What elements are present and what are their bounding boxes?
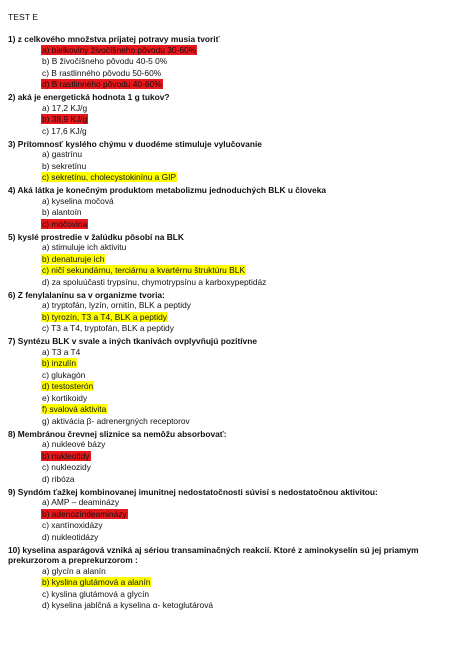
answer-text: a) glycín a alanín xyxy=(42,565,106,576)
answer-text: c) T3 a T4, tryptofán, BLK a peptidy xyxy=(42,323,174,333)
question-3: 3) Prítomnosť kyslého chýmu v duodéme stimuluje vylučovanie xyxy=(8,138,262,149)
question-1: 1) z celkového množstva prijatej potravy musia tvoriť xyxy=(8,34,220,44)
answer-text: g) aktivácia β- adrenergných receptorov xyxy=(42,415,190,426)
answer-option xyxy=(41,172,451,184)
answer-option xyxy=(41,416,451,428)
answer-option xyxy=(41,404,451,416)
answer-text: c) xantínoxidázy xyxy=(42,520,103,530)
answer-option xyxy=(41,323,451,335)
answer-option xyxy=(41,393,451,405)
answer-option xyxy=(41,439,451,451)
answer-text: b) nukleotidy xyxy=(42,450,90,461)
answer-option xyxy=(41,358,451,370)
answer-text: a) gastrínu xyxy=(42,149,83,159)
answer-text: b) 38,9 KJ/g xyxy=(42,114,88,124)
answer-text: a) stimuluje ich aktivitu xyxy=(42,242,127,252)
answer-option xyxy=(41,207,451,219)
answer-text: d) ribóza xyxy=(42,473,75,484)
answer-option xyxy=(41,56,451,68)
answer-text: c) ničí sekundárnu, terciárnu a kvartérnu štruktúru BLK xyxy=(42,265,245,275)
question-9: 9) Syndóm ťažkej kombinovanej imunitnej nedostatočnosti súvisí s nedostatočnou aktivitou: xyxy=(8,486,378,497)
answer-text: a) nukleové bázy xyxy=(42,439,106,449)
question-4: 4) Aká látka je konečným produktom metabolizmu jednoduchých BLK u človeka xyxy=(8,185,327,195)
answer-option xyxy=(41,242,451,254)
answer-option xyxy=(41,219,451,231)
answer-text: d) za spoluúčasti trypsínu, chymotrypsínu a karboxypeptidáz xyxy=(42,276,267,287)
answer-option xyxy=(41,381,451,393)
answer-option xyxy=(41,103,451,115)
answer-text: b) alantoín xyxy=(42,207,82,217)
document-title: TEST E xyxy=(8,12,38,22)
answer-text: d) B rastlinného pôvodu 40-60% xyxy=(42,79,162,89)
answer-text: b) adenozíndeaminázy xyxy=(42,508,127,519)
answer-option xyxy=(41,577,451,589)
answer-text: c) 17,6 KJ/g xyxy=(42,125,87,136)
question-list xyxy=(8,34,451,612)
answer-text: e) kortikoidy xyxy=(42,392,88,403)
answer-option xyxy=(41,277,451,289)
answer-option xyxy=(41,265,451,277)
answer-option xyxy=(41,254,451,266)
answer-option xyxy=(41,520,451,532)
answer-option xyxy=(41,497,451,509)
answer-text: a) T3 a T4 xyxy=(42,346,81,357)
question-2: 2) aká je energetická hodnota 1 g tukov? xyxy=(8,92,170,102)
answer-text: b) kyslina glutámová a alanín xyxy=(42,577,151,587)
answer-text: b) inzulín xyxy=(42,358,76,368)
answer-option xyxy=(41,566,451,578)
answer-option xyxy=(41,114,451,126)
answer-option xyxy=(41,161,451,173)
answer-text: a) kyselina močová xyxy=(42,195,114,206)
answer-option xyxy=(41,532,451,544)
answer-text: c) glukagón xyxy=(42,369,86,380)
answer-option xyxy=(41,474,451,486)
question-8: 8) Membránou črevnej sliznice sa nemôžu absorbovať: xyxy=(8,428,227,439)
question-6: 6) Z fenylalanínu sa v organizme tvoria: xyxy=(8,289,165,300)
answer-text: d) nukleotidázy xyxy=(42,531,99,542)
answer-text: a) 17,2 KJ/g xyxy=(42,102,88,113)
question-10: 10) kyselina asparágová vzniká aj sériou transaminačných reakcií. Ktoré z aminokyselín sú jej priamym prekurzorom a preprekurzorom : xyxy=(8,544,419,565)
answer-option xyxy=(41,589,451,601)
answer-option xyxy=(41,509,451,521)
answer-text: b) B živočíšneho pôvodu 40-5 0% xyxy=(42,56,168,66)
answer-option xyxy=(41,149,451,161)
answer-option xyxy=(41,300,451,312)
answer-text: d) kyselina jablčná a kyselina α- ketoglutárová xyxy=(42,600,214,610)
answer-option xyxy=(41,451,451,463)
answer-text: d) testosterón xyxy=(42,381,94,391)
answer-text: c) B rastlinného pôvodu 50-60% xyxy=(42,67,162,78)
answer-option xyxy=(41,68,451,80)
answer-text: b) tyrozín, T3 a T4, BLK a peptidy xyxy=(42,311,167,322)
answer-text: c) sekretínu, cholecystokinínu a GIP xyxy=(42,172,177,182)
answer-text: c) kyslina glutámová a glycín xyxy=(42,588,150,599)
answer-option xyxy=(41,45,451,57)
answer-option xyxy=(41,196,451,208)
answer-text: b) sekretínu xyxy=(42,160,87,171)
answer-text: b) denaturuje ich xyxy=(42,253,105,264)
answer-option xyxy=(41,312,451,324)
answer-option xyxy=(41,370,451,382)
answer-option xyxy=(41,347,451,359)
question-7: 7) Syntézu BLK v svale a iných tkanivách ovplyvňujú pozitívne xyxy=(8,336,257,346)
answer-text: c) močovina xyxy=(42,218,88,229)
answer-option xyxy=(41,79,451,91)
question-5: 5) kyslé prostredie v žalúdku pôsobí na BLK xyxy=(8,231,184,242)
answer-text: f) svalová aktivita xyxy=(42,404,107,414)
answer-text: a) bielkoviny živočíšneho pôvodu 30-60% xyxy=(42,44,197,55)
answer-option xyxy=(41,600,451,612)
answer-text: a) tryptofán, lyzín, ornitín, BLK a peptidy xyxy=(42,300,191,310)
answer-text: c) nukleozidy xyxy=(42,462,91,472)
answer-option xyxy=(41,126,451,138)
answer-text: a) AMP – deaminázy xyxy=(42,497,120,507)
answer-option xyxy=(41,462,451,474)
